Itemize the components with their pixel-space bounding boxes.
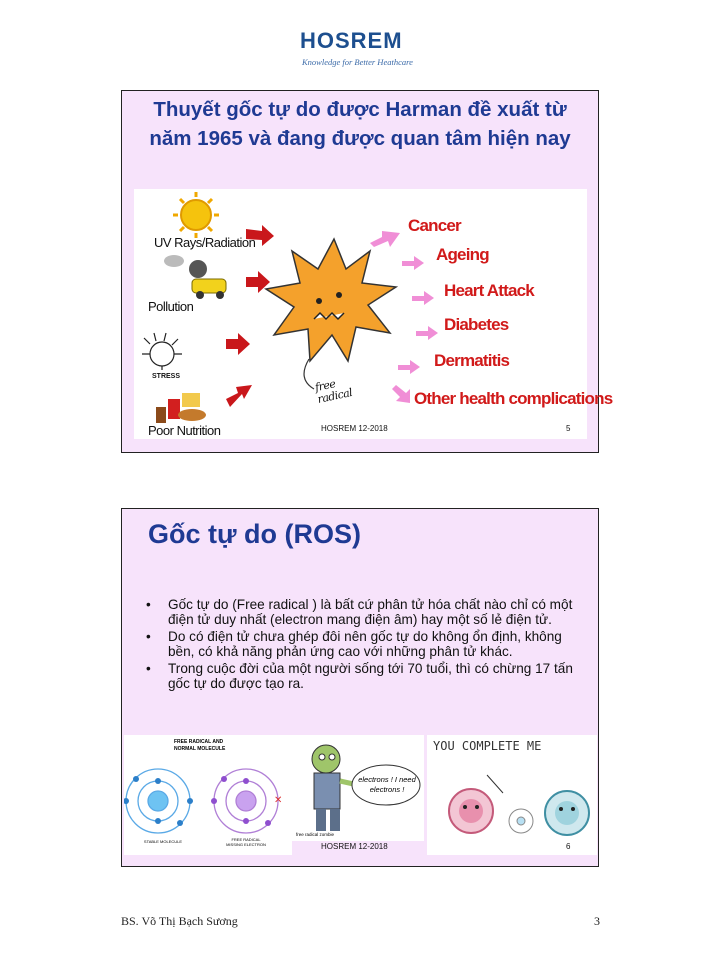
molecule-diagram: [124, 735, 292, 855]
cartoon-text: YOU COMPLETE ME: [433, 739, 542, 753]
diagram-title: FREE RADICAL AND NORMAL MOLECULE: [174, 739, 226, 752]
slide-5: [121, 90, 613, 453]
free-radical-label: free radical: [313, 377, 354, 406]
bullet-item: • Trong cuộc đời của một người sống tới 70 tuổi, thì có chừng 17 tấn gốc tự do được tạo ra.: [144, 661, 584, 691]
stress-figure-icon: [142, 333, 182, 370]
page-author: BS. Võ Thị Bạch Sương: [121, 914, 238, 928]
logo-tagline: Knowledge for Better Heathcare: [302, 57, 413, 67]
zombie-icon: [312, 745, 358, 831]
hosrem-logo: [300, 28, 430, 72]
pink-cell-icon: [449, 789, 493, 833]
pollution-car-icon: [164, 255, 226, 299]
outcome-other: Other health complications: [414, 389, 613, 408]
free-radical-label: FREE RADICAL MISSING ELECTRON: [226, 837, 266, 847]
cartoon-graphic: [427, 755, 597, 855]
zombie-cartoon: [292, 735, 424, 841]
blue-cell-icon: [545, 791, 589, 835]
outcome-diabetes: Diabetes: [444, 315, 509, 334]
bullet-list: [144, 597, 584, 693]
free-radical-causes-illustration: [134, 189, 613, 439]
slide-footer: HOSREM 12-2018: [321, 424, 388, 433]
page-number: 3: [594, 914, 600, 928]
slide-number: 6: [566, 842, 571, 851]
pointer-line: [487, 775, 503, 793]
zombie-speech: electrons ! I need electrons !: [358, 775, 416, 794]
logo-text: HOSREM: [300, 28, 403, 53]
sun-icon: [173, 192, 219, 238]
zombie-caption: free radical zombie: [296, 832, 335, 837]
slide-footer: HOSREM 12-2018: [321, 842, 388, 851]
source-label-stress: STRESS: [152, 373, 181, 380]
outcome-cancer: Cancer: [408, 216, 461, 235]
poor-nutrition-food-icon: [156, 393, 206, 423]
input-arrows: [226, 225, 274, 407]
slide-number: 5: [566, 424, 571, 433]
slide-title: Thuyết gốc tự do được Harman đề xuất từ năm 1965 và đang được quan tâm hiện nay: [149, 98, 571, 150]
slide-title: Gốc tự do (ROS): [148, 519, 362, 549]
bullet-item: • Gốc tự do (Free radical ) là bất cứ phân tử hóa chất nào chỉ có một điện tử duy nhất (electron mang điện âm) hay một số lẻ điện tử.: [144, 597, 584, 627]
outcome-ageing: Ageing: [436, 245, 489, 264]
source-label-uv: UV Rays/Radiation: [154, 235, 256, 250]
stable-molecule-label: STABLE MOLECULE: [143, 839, 183, 844]
stable-molecule-icon: [124, 769, 193, 833]
free-radical-atom-icon: [211, 769, 282, 833]
source-label-nutrition: Poor Nutrition: [148, 423, 221, 438]
bullet-item: • Do có điện tử chưa ghép đôi nên gốc tự do không ổn định, không bền, có khả năng phản ứng cao với những phân tử khác.: [144, 629, 584, 659]
svg-text:✕: ✕: [274, 795, 283, 806]
free-radical-star-icon: [266, 239, 396, 389]
outcome-dermatitis: Dermatitis: [434, 351, 510, 370]
output-arrows: [370, 231, 438, 403]
you-complete-me-cartoon: [427, 735, 597, 855]
source-label-pollution: Pollution: [148, 299, 194, 314]
outcome-heart-attack: Heart Attack: [444, 281, 534, 300]
small-atom-icon: [509, 809, 533, 833]
slide-6: [121, 508, 599, 867]
